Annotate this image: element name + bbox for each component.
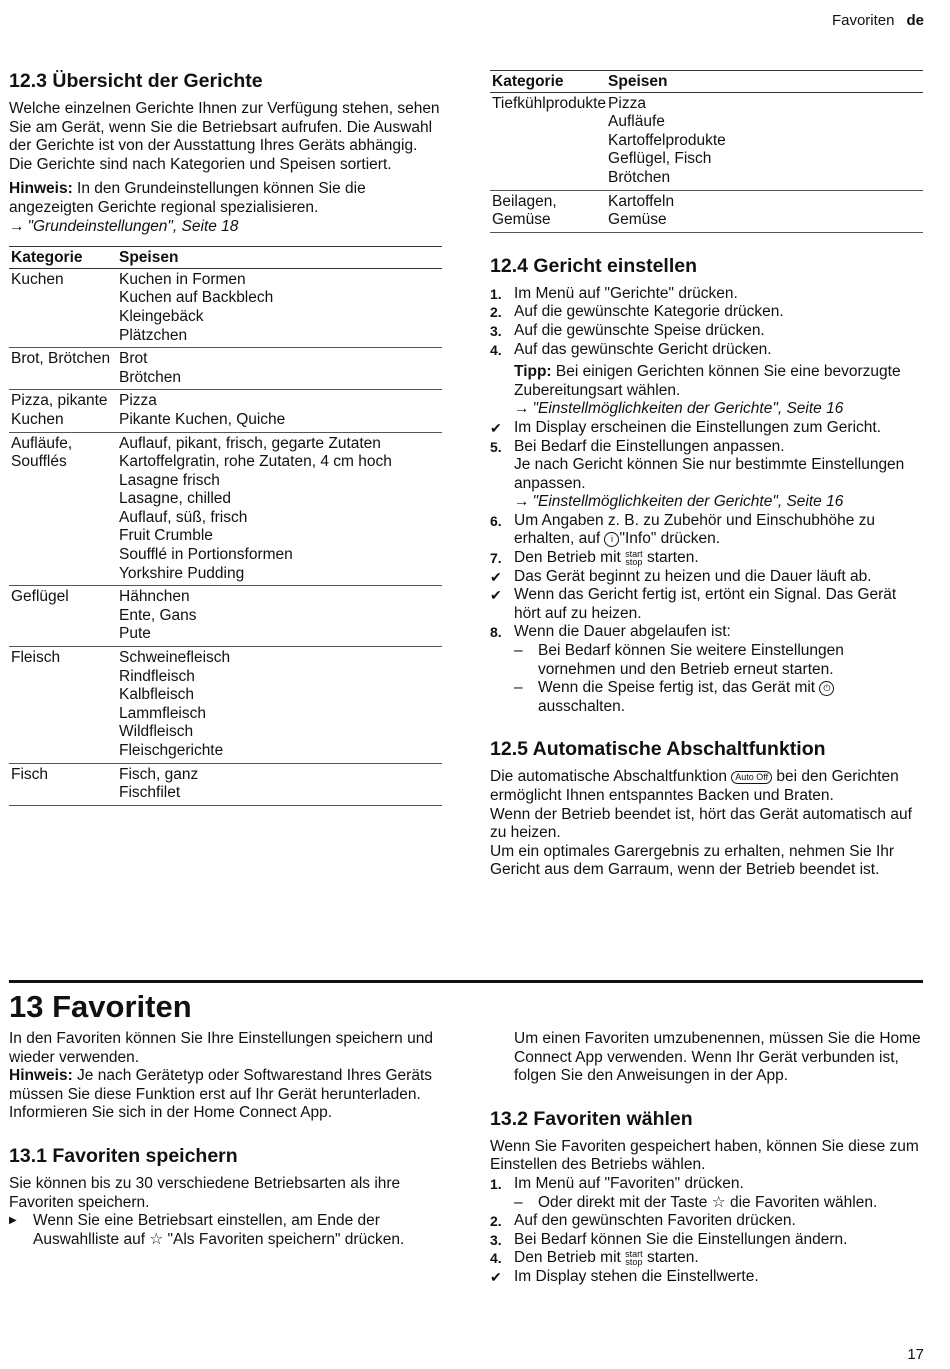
dishes-cell: Fisch, ganz Fischfilet [117,763,442,805]
dishes-cell: Pizza Aufläufe Kartoffelprodukte Geflügel, Fisch Brötchen [606,92,923,190]
dishes-cell: Brot Brötchen [117,348,442,390]
info-icon: i [604,532,619,547]
table-row [490,92,923,190]
dishes-cell: Kartoffeln Gemüse [606,190,923,232]
list-item: 4. Auf das gewünschte Gericht drücken. [490,340,772,358]
sub-list-item: – Oder direkt mit der Taste ☆ die Favoriten wählen. [514,1193,878,1211]
list-item: ▶ Wenn Sie eine Betriebsart einstellen, am Ende der Auswahlliste auf ☆ "Als Favoriten speichern" drücken. [9,1212,405,1248]
cross-reference-link[interactable] [9,218,442,237]
check-icon: ✔ [490,587,502,604]
section-title: 12.3 Übersicht der Gerichte [9,70,263,92]
table-header-dishes: Speisen [117,247,442,269]
category-cell: Kuchen [9,268,117,347]
category-cell: Aufläufe, Soufflés [9,432,117,586]
table-header-dishes: Speisen [606,71,923,93]
list-item: 7. Den Betrieb mit start stop starten. [490,548,699,567]
running-header [832,12,924,31]
start-stop-icon: start stop [625,548,643,567]
table-row [9,348,442,390]
table-row [9,647,442,764]
header-language: de [906,12,924,29]
note-text: In den Grundeinstellungen können Sie die angezeigten Gerichte regional spezialisieren. [9,180,366,216]
chapter-title: 13 Favoriten [9,989,192,1024]
paragraph: Die automatische Abschaltfunktion Auto Off bei den Gerichten ermöglicht Ihnen entspanntes Backen und Braten. [490,768,899,804]
triangle-bullet-icon: ▶ [9,1215,17,1227]
note [9,180,442,217]
list-item: 1. Im Menü auf "Favoriten" drücken. [490,1174,744,1192]
category-cell: Fisch [9,763,117,805]
paragraph: Um einen Favoriten umzubenennen, müssen Sie die Home Connect App verwenden. Wenn Ihr Gerät verbunden ist, folgen Sie den Anweisungen in der App. [514,1030,921,1085]
dishes-cell: Schweinefleisch Rindfleisch Kalbfleisch Lammfleisch Wildfleisch Fleischgerichte [117,647,442,764]
power-icon: ⏻ [819,681,834,696]
list-item: ✔ Im Display stehen die Einstellwerte. [490,1267,759,1285]
section-12-3 [9,70,442,806]
paragraph: Um ein optimales Garergebnis zu erhalten, nehmen Sie Ihr Gericht aus dem Garraum, wenn der Betrieb beendet ist. [490,842,895,879]
bullet-list [9,1212,442,1249]
list-item: ✔ Im Display erscheinen die Einstellungen zum Gericht. [490,418,882,436]
list-item: ✔ Das Gerät beginnt zu heizen und die Dauer läuft ab. [490,567,872,585]
list-item: 8. Wenn die Dauer abgelaufen ist: [490,623,731,641]
category-cell: Pizza, pikante Kuchen [9,390,117,432]
table-header-category: Kategorie [490,71,606,93]
right-column-upper [490,70,923,880]
table-row [9,268,442,347]
section-title-13-2: 13.2 Favoriten wählen [490,1107,693,1130]
table-header-category: Kategorie [9,247,117,269]
chapter-13-heading [9,980,923,1024]
dishes-cell: Pizza Pikante Kuchen, Quiche [117,390,442,432]
steps-list [490,1175,923,1287]
header-section: Favoriten [831,12,895,29]
table-row [9,586,442,647]
list-item: 4. Den Betrieb mit start stop starten. [490,1249,699,1268]
list-item: 6. Um Angaben z. B. zu Zubehör und Einschubhöhe zu erhalten, auf i "Info" drücken. [490,511,876,548]
section-title-12-5: 12.5 Automatische Abschaltfunktion [490,738,826,761]
steps-list [490,285,923,717]
sub-list-item: – Bei Bedarf können Sie weitere Einstellungen vornehmen und den Betrieb erneut starten. [514,642,844,678]
dishes-table-continued [490,70,923,233]
section-title-13-1: 13.1 Favoriten speichern [9,1144,238,1167]
check-icon: ✔ [490,1268,502,1285]
category-cell: Brot, Brötchen [9,348,117,390]
arrow-right-icon: → [9,217,25,235]
auto-off-icon: Auto Off [731,771,772,784]
intro-paragraph: Welche einzelnen Gerichte Ihnen zur Verfügung stehen, sehen Sie am Gerät, wenn Sie die Betriebsart aufrufen. Die Auswahl der Gerichte ist von der Ausstattung Ihres Geräts abhängig. [9,100,440,155]
note: Hinweis: Je nach Gerätetyp oder Softwarestand Ihres Geräts müssen Sie diese Funktion erst auf Ihr Gerät herunterladen. Informieren Sie sich in der Home Connect App. [9,1067,433,1122]
right-column-lower [490,1030,923,1287]
start-stop-icon: start stop [625,1249,643,1268]
list-item: ✔ Wenn das Gericht fertig ist, ertönt ein Signal. Das Gerät hört auf zu heizen. [490,586,897,622]
paragraph: Wenn der Betrieb beendet ist, hört das Gerät automatisch auf zu heizen. [490,805,912,842]
category-cell: Fleisch [9,647,117,764]
star-icon: ☆ [149,1230,164,1248]
cross-reference-link[interactable]: → "Einstellmöglichkeiten der Gerichte", Seite 16 [514,400,844,418]
table-row [9,390,442,432]
table-row [9,763,442,805]
cross-reference-link[interactable]: → "Einstellmöglichkeiten der Gerichte", Seite 16 [514,493,844,511]
reference-text: "Grundeinstellungen", Seite 18 [27,217,239,235]
dishes-cell: Auflauf, pikant, frisch, gegarte Zutaten Kartoffelgratin, rohe Zutaten, 4 cm hoch Lasagne frisch Lasagne, chilled Auflauf, süß, frisch Fruit Crumble Soufflé in Portionsformen Yorkshire Pudding [117,432,442,586]
check-icon: ✔ [490,568,502,585]
paragraph: Wenn Sie Favoriten gespeichert haben, können Sie diese zum Einstellen des Betriebs wählen. [490,1137,919,1174]
list-item: 1. Im Menü auf "Gerichte" drücken. [490,284,738,302]
list-item: 2. Auf den gewünschten Favoriten drücken. [490,1212,796,1230]
category-cell: Geflügel [9,586,117,647]
left-column-lower [9,1030,442,1249]
list-item: Je nach Gericht können Sie nur bestimmte Einstellungen anpassen. [514,456,905,492]
table-row [490,190,923,232]
dishes-cell: Kuchen in Formen Kuchen auf Backblech Kleingebäck Plätzchen [117,268,442,347]
list-item: 3. Bei Bedarf können Sie die Einstellungen ändern. [490,1230,848,1248]
page-number: 17 [907,1346,924,1364]
section-title-12-4: 12.4 Gericht einstellen [490,254,698,277]
list-item: 3. Auf die gewünschte Speise drücken. [490,321,765,339]
dishes-table [9,246,442,806]
tip: Tipp: Bei einigen Gerichten können Sie eine bevorzugte Zubereitungsart wählen. [514,363,901,399]
category-cell: Beilagen, Gemüse [490,190,606,232]
intro-paragraph: Die Gerichte sind nach Kategorien und Speisen sortiert. [9,155,392,173]
check-icon: ✔ [490,419,502,436]
category-cell: Tiefkühlprodukte [490,92,606,190]
star-icon: ☆ [711,1193,726,1211]
dishes-cell: Hähnchen Ente, Gans Pute [117,586,442,647]
note-label: Hinweis: [9,180,73,198]
table-row [9,432,442,586]
list-item: 5. Bei Bedarf die Einstellungen anpassen. [490,437,785,455]
paragraph: Sie können bis zu 30 verschiedene Betriebsarten als ihre Favoriten speichern. [9,1174,401,1211]
list-item: 2. Auf die gewünschte Kategorie drücken. [490,303,784,321]
paragraph: In den Favoriten können Sie Ihre Einstellungen speichern und wieder verwenden. [9,1030,433,1066]
sub-list-item: – Wenn die Speise fertig ist, das Gerät mit ⏻ ausschalten. [490,679,923,716]
